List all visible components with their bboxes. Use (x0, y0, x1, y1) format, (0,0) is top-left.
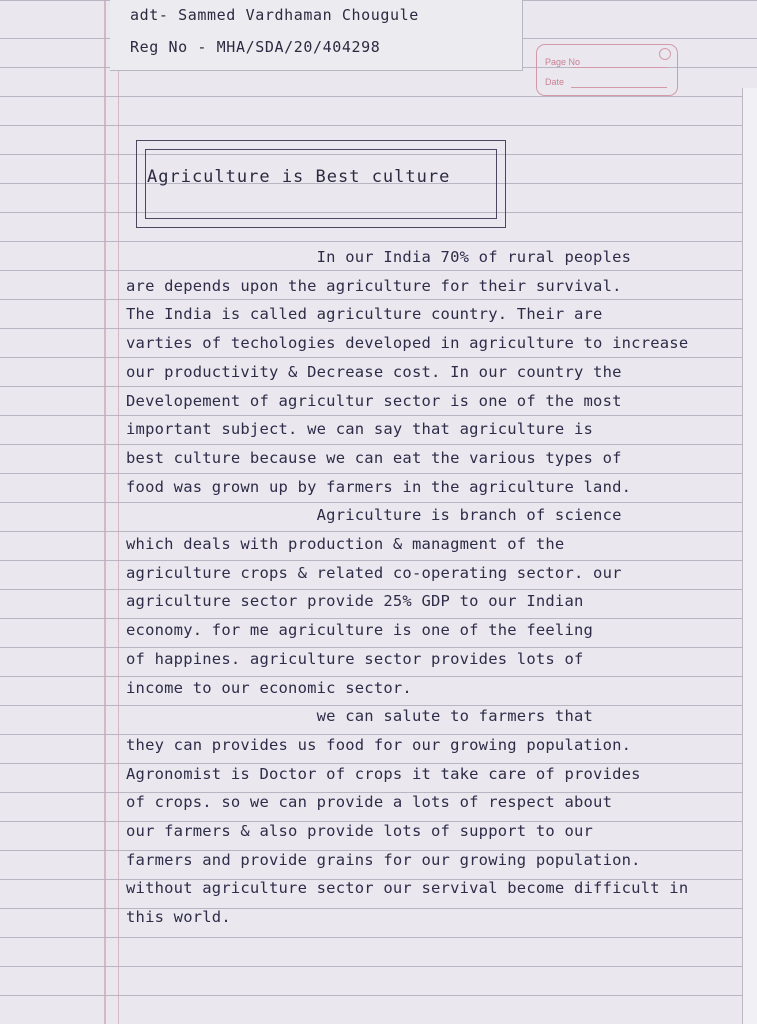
page-date-stamp (536, 44, 678, 96)
essay-line: In our India 70% of rural peoples (126, 248, 632, 266)
page-edge (742, 88, 757, 1024)
essay-line: economy. for me agriculture is one of the feeling (126, 621, 594, 640)
student-name: adt- Sammed Vardhaman Chougule (130, 6, 419, 24)
page-no-label: Page No (545, 57, 581, 67)
essay-line: Developement of agricultur sector is one of the most (126, 391, 622, 410)
page-no-underline (571, 67, 667, 68)
essay-title: Agriculture is Best culture (147, 167, 451, 187)
essay-line: our productivity & Decrease cost. In our country the (126, 362, 622, 381)
essay-line: Agriculture is branch of science (126, 506, 622, 525)
essay-line: which deals with production & managment of the (126, 535, 565, 553)
essay-line: we can salute to farmers that (126, 707, 594, 726)
essay-line: our farmers & also provide lots of support to our (126, 822, 594, 840)
essay-line: important subject. we can say that agriculture is (126, 420, 594, 439)
margin-line (104, 0, 106, 1024)
essay-line: agriculture crops & related co-operating sector. our (126, 563, 622, 582)
essay-line: of crops. so we can provide a lots of respect about (126, 793, 613, 812)
date-underline (571, 87, 667, 88)
essay-line: they can provides us food for our growing population. (126, 735, 632, 754)
registration-number: Reg No - MHA/SDA/20/404298 (130, 38, 381, 56)
essay-line: without agriculture sector our servival become difficult in (126, 879, 689, 898)
stamp-logo-icon (659, 48, 671, 60)
essay-line: The India is called agriculture country. Their are (126, 305, 603, 324)
essay-line: are depends upon the agriculture for their survival. (126, 276, 622, 295)
essay-line: this world. (126, 908, 231, 927)
essay-line: farmers and provide grains for our growing population. (126, 850, 641, 869)
essay-line: varties of techologies developed in agriculture to increase (126, 334, 689, 353)
margin-line-secondary (118, 0, 119, 1024)
date-label: Date (545, 77, 565, 87)
essay-line: of happines. agriculture sector provides lots of (126, 649, 584, 668)
header-box (110, 0, 523, 71)
essay-line: best culture because we can eat the various types of (126, 448, 622, 467)
essay-line: income to our economic sector. (126, 678, 412, 697)
essay-line: Agronomist is Doctor of crops it take care of provides (126, 764, 641, 783)
essay-line: agriculture sector provide 25% GDP to our Indian (126, 592, 584, 611)
title-box (136, 140, 506, 228)
essay-line: food was grown up by farmers in the agriculture land. (126, 477, 632, 496)
